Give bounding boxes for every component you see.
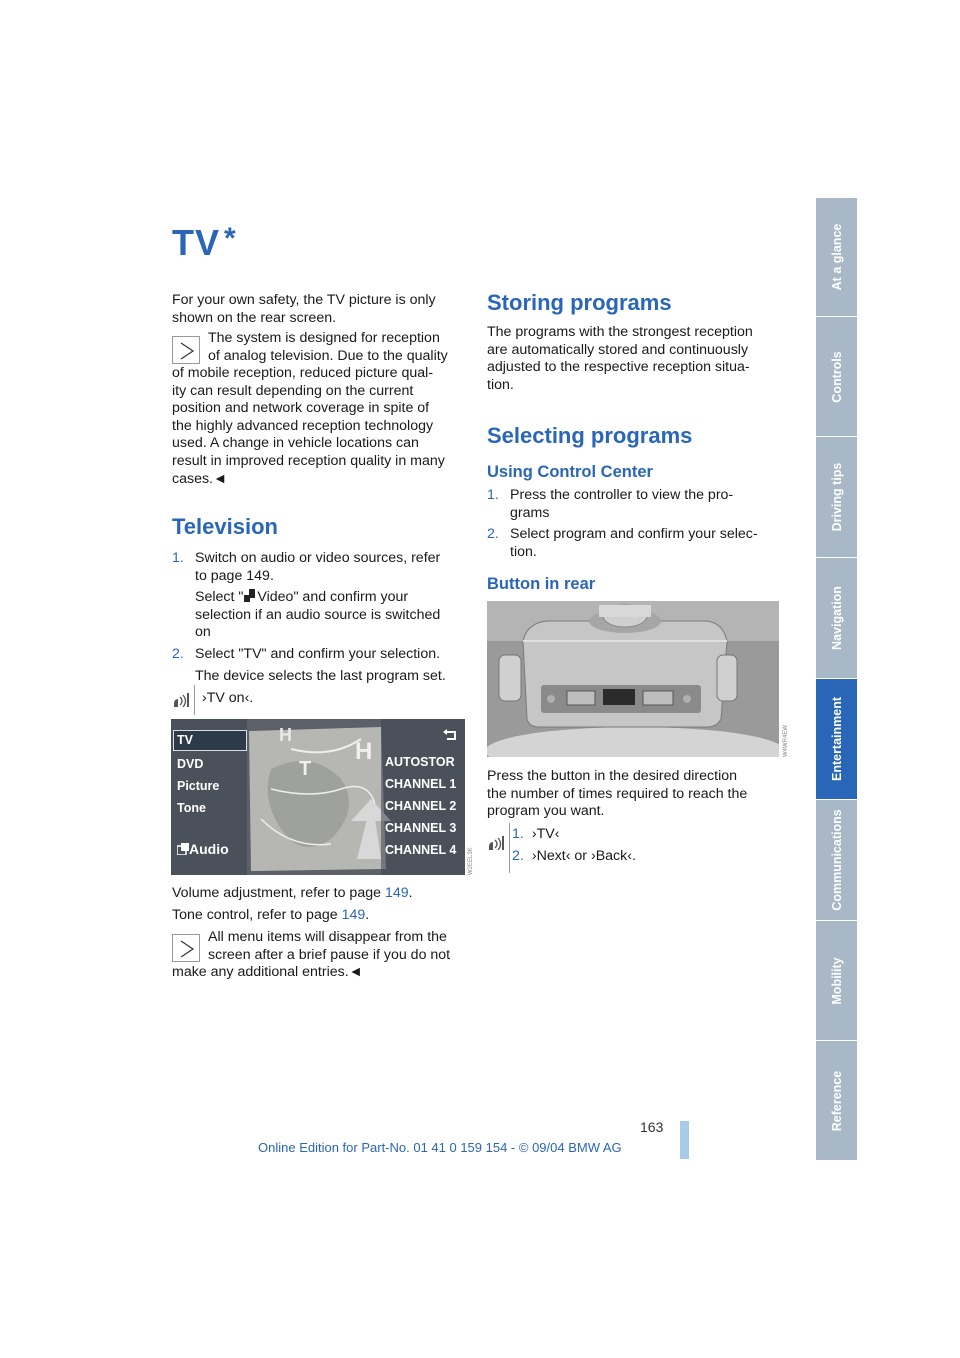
step-line: Press the controller to view the pro- <box>510 487 734 503</box>
voice-command-icon <box>487 834 507 854</box>
intro-line: shown on the rear screen. <box>172 309 337 326</box>
triangle-arrow-icon <box>173 337 201 365</box>
sidebar-tab-navigation[interactable] <box>816 557 857 678</box>
note1-line: used. A change in vehicle locations can <box>172 435 419 452</box>
voice-command-text: ›TV on‹. <box>202 690 254 706</box>
press-text <box>487 768 747 821</box>
screen-audio-label: Audio <box>189 841 229 857</box>
photo-image-code: W4WR4EW <box>783 725 789 757</box>
sidebar-tab-entertainment[interactable] <box>816 678 857 799</box>
screen-menu-item-tv: TV <box>177 733 193 747</box>
step-line: grams <box>510 504 550 521</box>
note-arrow-icon <box>172 336 200 364</box>
sidebar-tab-label: Controls <box>829 350 844 403</box>
intro-text <box>172 292 436 327</box>
step-line: to page 149. <box>195 567 274 584</box>
voice-steps <box>512 826 636 865</box>
step1-sub <box>195 589 468 607</box>
volume-line: Volume adjustment, refer to page 149. <box>172 885 413 901</box>
step-number: 1. <box>512 826 524 842</box>
voice-command-text: ›Next‹ or ›Back‹. <box>531 847 636 864</box>
storing-line: are automatically stored and continuously <box>487 341 749 358</box>
screen-image-code: W2EEL3K <box>468 847 474 875</box>
sidebar-tab-at-a-glance[interactable] <box>816 197 857 316</box>
note1-line: The system is designed for reception <box>208 330 440 346</box>
press-line: Press the button in the desired direction <box>487 768 738 784</box>
sidebar-tab-label: At a glance <box>829 223 844 291</box>
section-heading-television: Television <box>172 514 278 539</box>
note2-indented <box>208 929 450 964</box>
screen-menu-item-dvd: DVD <box>177 757 204 771</box>
note1-line: cases.◄ <box>172 470 228 487</box>
sidebar-tab-label: Entertainment <box>829 696 844 782</box>
note2-line: All menu items will disappear from the <box>208 929 447 945</box>
footer-text: Online Edition for Part-No. 01 41 0 159 154 - © 09/04 BMW AG <box>258 1140 622 1155</box>
note1-line: of analog television. Due to the quality <box>208 347 448 364</box>
sidebar-tab-communications[interactable] <box>816 799 857 920</box>
note1-line: position and network coverage in spite of <box>172 400 430 417</box>
page-marker-bar <box>680 1121 689 1159</box>
audio-icon <box>177 843 189 855</box>
television-steps <box>172 550 468 685</box>
step-line: Select program and confirm your selec- <box>510 526 758 543</box>
press-line: the number of times required to reach the <box>487 785 748 802</box>
storing-line: adjusted to the respective reception situa- <box>487 359 750 376</box>
note2-line: make any additional entries.◄ <box>172 964 363 980</box>
tone-line: Tone control, refer to page 149. <box>172 907 370 923</box>
step-number: 1. <box>487 487 499 503</box>
step-line: on <box>195 624 211 641</box>
page-link-149[interactable]: 149 <box>384 885 409 901</box>
volume-text: Volume adjustment, refer to page <box>172 885 385 901</box>
sidebar-tab-label: Driving tips <box>829 462 844 532</box>
sidebar-tab-label: Communications <box>829 809 844 911</box>
sidebar-tab-driving-tips[interactable] <box>816 436 857 557</box>
step-line: Select "TV" and confirm your selection. <box>195 645 441 662</box>
screen-channel-item: CHANNEL 2 <box>385 799 457 813</box>
page-link-149[interactable]: 149 <box>341 907 366 923</box>
sidebar-tab-reference[interactable] <box>816 1040 857 1160</box>
sidebar-tab-mobility[interactable] <box>816 920 857 1040</box>
storing-line: The programs with the strongest reception <box>487 324 753 340</box>
storing-text <box>487 324 753 394</box>
sidebar-tab-label: Navigation <box>829 586 844 650</box>
sidebar-tab-controls[interactable] <box>816 316 857 436</box>
note1-text <box>172 365 445 488</box>
step-sub-text: Video" and confirm your <box>257 589 409 606</box>
sidebar-tab-label: Reference <box>829 1070 844 1131</box>
voice-command-icon <box>172 691 192 711</box>
screen-channel-item: AUTOSTOR <box>385 755 455 769</box>
step-number: 2. <box>172 645 184 662</box>
tv-screen-image <box>171 719 465 875</box>
svg-text:H: H <box>355 738 373 765</box>
section-heading-selecting: Selecting programs <box>487 423 693 448</box>
press-line: program you want. <box>487 803 605 820</box>
note1-line: of mobile reception, reduced picture qual- <box>172 365 434 381</box>
step-line: selection if an audio source is switched <box>195 606 441 623</box>
note1-line: the highly advanced reception technology <box>172 417 434 434</box>
note2-line: screen after a brief pause if you do not <box>208 946 451 963</box>
option-star: * <box>224 222 237 255</box>
step-number: 2. <box>487 526 499 543</box>
subheading-control-center: Using Control Center <box>487 463 653 481</box>
media-icon <box>244 589 256 602</box>
control-center-steps <box>487 487 787 561</box>
note1-line: result in improved reception quality in many <box>172 452 445 469</box>
intro-line: For your own safety, the TV picture is only <box>172 292 436 308</box>
screen-channel-item: CHANNEL 3 <box>385 821 457 835</box>
page-title <box>172 222 237 264</box>
voice-divider <box>509 823 510 873</box>
screen-menu-item-tone: Tone <box>177 801 206 815</box>
svg-text:T: T <box>299 758 312 780</box>
note1-indented <box>208 330 448 365</box>
note-arrow-icon <box>172 934 200 962</box>
tone-text: Tone control, refer to page <box>172 907 342 923</box>
voice-command-text: ›TV‹ <box>531 826 560 842</box>
section-heading-storing: Storing programs <box>487 290 672 315</box>
rear-console-illustration <box>487 601 779 757</box>
back-arrow-icon <box>443 729 457 741</box>
step-number: 2. <box>512 847 524 864</box>
subheading-button-rear: Button in rear <box>487 575 596 593</box>
storing-line: tion. <box>487 376 514 393</box>
screen-channel-item: CHANNEL 4 <box>385 843 457 857</box>
page-number: 163 <box>640 1119 664 1135</box>
note1-line: ity can result depending on the current <box>172 382 414 399</box>
triangle-arrow-icon <box>173 935 201 963</box>
voice-divider <box>194 685 195 715</box>
page-title-text: TV <box>172 222 221 263</box>
svg-text:H: H <box>279 725 292 745</box>
screen-menu-item-picture: Picture <box>177 779 220 793</box>
screen-channel-item: CHANNEL 1 <box>385 777 457 791</box>
step-line: The device selects the last program set. <box>195 667 446 684</box>
step-line: Switch on audio or video sources, refer <box>195 550 441 566</box>
sidebar-tab-label: Mobility <box>829 956 844 1005</box>
screen-audio <box>177 841 229 857</box>
step-line: tion. <box>510 543 537 560</box>
step-sub-text: Select " <box>195 589 244 606</box>
rear-button-photo <box>487 601 779 757</box>
step-number: 1. <box>172 550 184 566</box>
